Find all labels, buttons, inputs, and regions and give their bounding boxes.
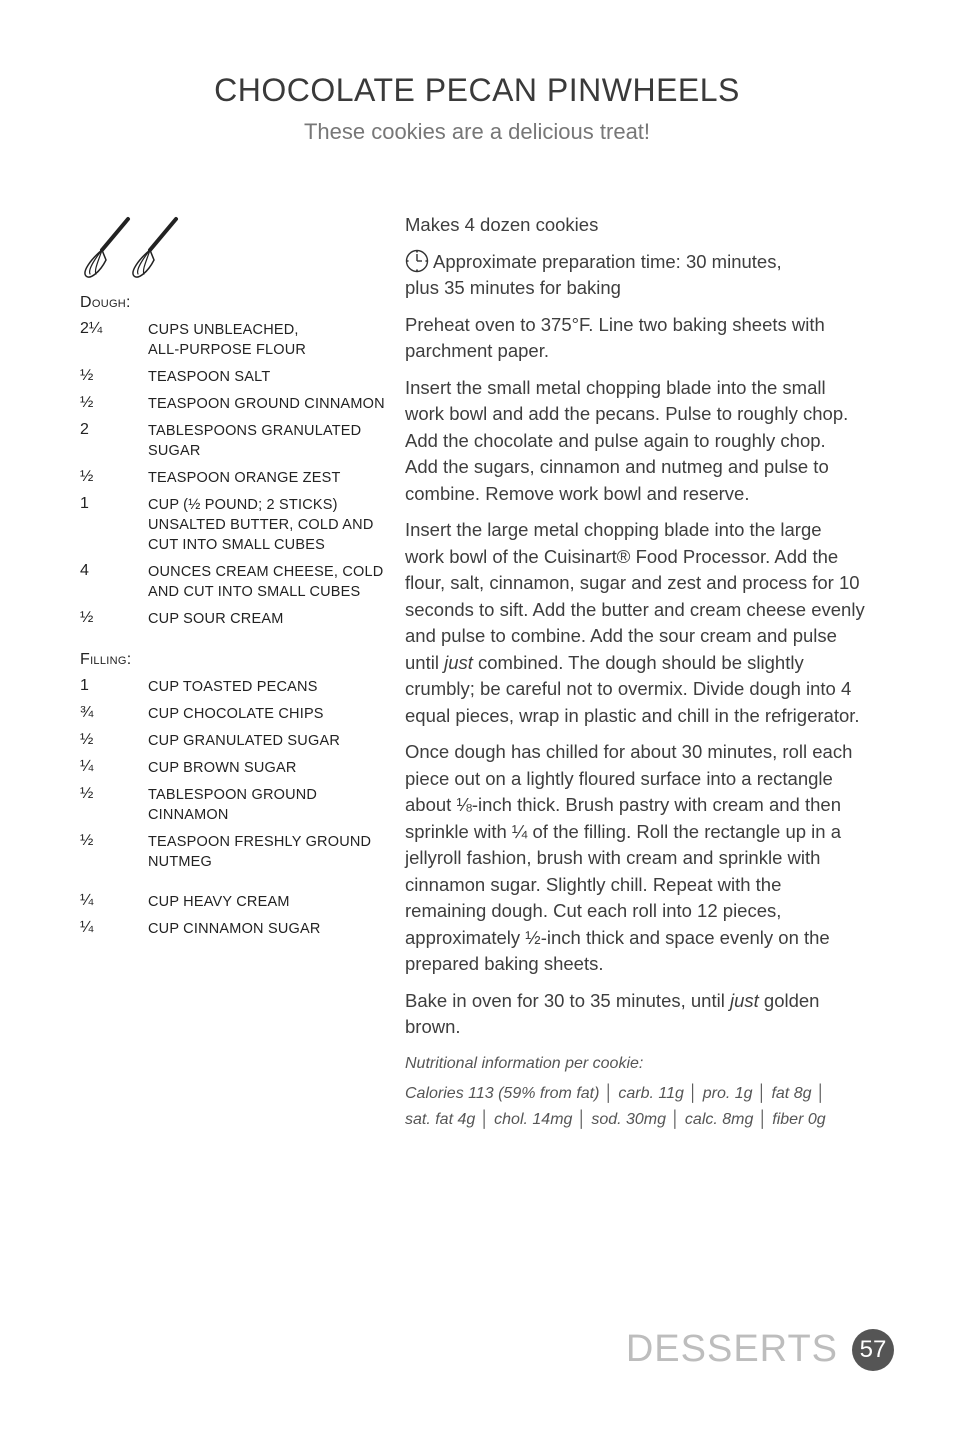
ingredient-desc: TEASPOON SALT xyxy=(148,369,271,385)
clock-icon xyxy=(405,249,429,273)
ingredient-desc: OUNCES CREAM CHEESE, COLD AND CUT INTO SMALL CUBES xyxy=(148,564,384,600)
list-item xyxy=(80,367,390,387)
list-item xyxy=(80,704,390,724)
ingredient-desc: CUP GRANULATED SUGAR xyxy=(148,733,340,749)
ingredients-column xyxy=(80,214,390,946)
ingredient-qty: ½ xyxy=(80,468,94,485)
ingredient-qty: ¼ xyxy=(80,919,94,936)
list-item xyxy=(80,421,390,461)
list-item xyxy=(80,468,390,488)
ingredient-qty: ½ xyxy=(80,367,94,384)
two-whisks-icon xyxy=(80,214,190,282)
ingredient-desc: CUP BROWN SUGAR xyxy=(148,760,297,776)
list-item xyxy=(80,609,390,629)
step-text: combined. The dough should be slightly crumbly; be careful not to overmix. Divide dough into 4 equal pieces, wrap in plastic and chill in the refrigerator. xyxy=(405,651,860,726)
step-emphasis: just xyxy=(729,989,759,1011)
filling-ingredients-list xyxy=(80,677,390,939)
list-item xyxy=(80,320,390,360)
list-item xyxy=(80,731,390,751)
list-item xyxy=(80,758,390,778)
recipe-subtitle: These cookies are a delicious treat! xyxy=(303,119,651,144)
step-text: Bake in oven for 30 to 35 minutes, until xyxy=(405,989,730,1011)
direction-step xyxy=(405,517,905,729)
dough-heading: Dough: xyxy=(80,294,131,311)
recipe-title: CHOCOLATE PECAN PINWHEELS xyxy=(214,72,740,108)
ingredient-qty: ¼ xyxy=(80,758,94,775)
ingredient-qty: ½ xyxy=(80,832,94,849)
list-item xyxy=(80,919,390,939)
direction-step: Insert the small metal chopping blade into the small work bowl and add the pecans. Pulse to roughly chop. Add the chocolate and pulse again to roughly chop. Add the sugars, cinnamon and nutmeg and pulse to combine. Remove work bowl and reserve. xyxy=(405,376,849,504)
ingredient-desc: CUP CINNAMON SUGAR xyxy=(148,921,321,937)
ingredient-qty: ½ xyxy=(80,394,94,411)
ingredient-qty: 4 xyxy=(80,562,89,579)
ingredient-desc: TEASPOON ORANGE ZEST xyxy=(148,470,341,486)
filling-heading: Filling: xyxy=(80,651,132,668)
ingredient-qty: ½ xyxy=(80,785,94,802)
list-item xyxy=(80,394,390,414)
ingredient-qty: 2 xyxy=(80,421,89,438)
ingredient-qty: 1 xyxy=(80,677,89,694)
nutrition-heading: Nutritional information per cookie: xyxy=(405,1054,644,1072)
section-label: DESSERTS xyxy=(625,1328,838,1370)
ingredient-desc: CUP (½ POUND; 2 STICKS) UNSALTED BUTTER, COLD AND CUT INTO SMALL CUBES xyxy=(148,497,374,553)
list-item xyxy=(80,677,390,697)
direction-step: Preheat oven to 375°F. Line two baking sheets with parchment paper. xyxy=(405,313,825,361)
ingredient-qty: 1 xyxy=(80,495,89,512)
ingredient-desc: CUP SOUR CREAM xyxy=(148,611,284,627)
page-footer xyxy=(626,1328,894,1371)
direction-step xyxy=(405,988,905,1041)
directions-column xyxy=(405,212,905,1133)
ingredient-desc: TEASPOON GROUND CINNAMON xyxy=(148,396,385,412)
direction-step: Once dough has chilled for about 30 minutes, roll each piece out on a lightly floured surface into a rectangle about ⅛-inch thick. Brush pastry with cream and then sprinkle with ¼ of the filling. Roll the rectangle up in a jellyroll fashion, brush with cream and sprinkle with cinnamon sugar. Slightly chill. Repeat with the remaining dough. Cut each roll into 12 pieces, approximately ½-inch thick and space evenly on the prepared baking sheets. xyxy=(405,741,853,974)
list-item xyxy=(80,495,390,555)
ingredient-desc: CUP HEAVY CREAM xyxy=(148,894,290,910)
page-number: 57 xyxy=(852,1329,894,1371)
ingredient-desc: TABLESPOONS GRANULATED SUGAR xyxy=(148,423,362,459)
ingredient-qty: ½ xyxy=(80,609,94,626)
step-text: golden brown. xyxy=(405,989,820,1037)
list-item xyxy=(80,785,390,825)
nutrition-values: Calories 113 (59% from fat) │ carb. 11g │ pro. 1g │ fat 8g │ sat. fat 4g │ chol. 14mg │ sod. 30mg │ calc. 8mg │ fiber 0g xyxy=(405,1084,826,1128)
ingredient-desc: CUP CHOCOLATE CHIPS xyxy=(148,706,324,722)
ingredient-qty: ¼ xyxy=(80,892,94,909)
ingredient-qty: 2¼ xyxy=(80,320,103,337)
ingredient-desc: TABLESPOON GROUND CINNAMON xyxy=(148,787,318,823)
dough-ingredients-list xyxy=(80,320,390,629)
ingredient-qty: ½ xyxy=(80,731,94,748)
ingredient-desc: TEASPOON FRESHLY GROUND NUTMEG xyxy=(148,834,372,870)
list-item xyxy=(80,892,390,912)
ingredient-desc: CUP TOASTED PECANS xyxy=(148,679,318,695)
step-text: Insert the large metal chopping blade into the large work bowl of the Cuisinart® Food Processor. Add the flour, salt, cinnamon, sugar and zest and process for 10 seconds to sift. Add the butter and cream cheese evenly and pulse to combine. Add the sour cream and pulse until xyxy=(405,519,865,673)
list-item xyxy=(80,562,390,602)
prep-time xyxy=(405,249,905,302)
ingredient-qty: ¾ xyxy=(80,704,94,721)
ingredient-desc: CUPS UNBLEACHED, ALL-PURPOSE FLOUR xyxy=(148,322,307,358)
yield-text: Makes 4 dozen cookies xyxy=(405,214,599,235)
list-item xyxy=(80,832,390,872)
prep-time-text: Approximate preparation time: 30 minutes, plus 35 minutes for baking xyxy=(405,250,782,298)
step-emphasis: just xyxy=(444,651,473,673)
